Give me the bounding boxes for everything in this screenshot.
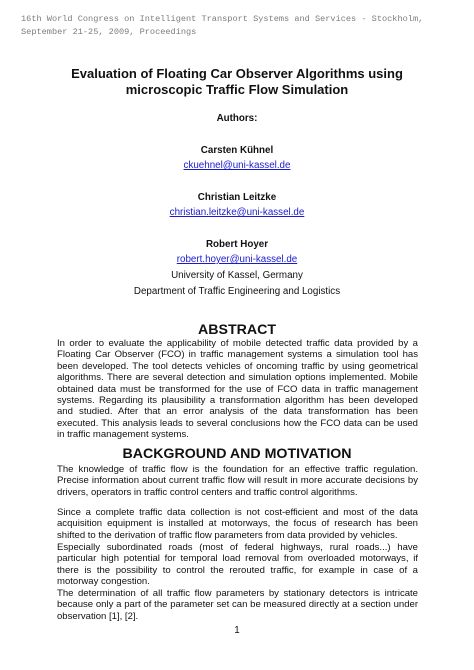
author-name-1: Carsten Kühnel [200,145,274,156]
paragraph-line: there is the possibility to control the rerouted traffic, for example in case of a [57,564,418,576]
paragraph-line: Especially subordinated roads (most of federal highways, rural roads...) have [57,542,418,553]
abstract-paragraph [57,338,418,441]
paragraph-line: observation [1], [2]. [57,610,139,622]
author-email-2[interactable]: christian.leitzke@uni-kassel.de [169,207,305,218]
affiliation-university: University of Kassel, Germany [171,270,303,281]
paragraph-line: drivers, operators in traffic control centers and traffic control algorithms. [57,486,358,498]
paragraph-line: The knowledge of traffic flow is the foundation for an effective traffic regulation. [57,464,418,475]
author-email-3[interactable]: robert.hoyer@uni-kassel.de [176,254,298,265]
abstract-line: systems. Regarding its plausibility a transformation algorithm has been developed [57,395,418,407]
background-paragraph-3 [57,542,418,588]
paragraph-line: acquisition equipment is installed at motorways, the focus of research has been [57,518,418,530]
abstract-line: and studied. After that an error analysis of the data transformation has been [57,406,418,418]
paragraph-line: The determination of all traffic flow parameters by stationary detectors is intricate [57,588,418,599]
paragraph-line: particular high potential for temporal load removal from overloaded motorways, if [57,553,418,565]
paragraph-line: motorway congestion. [57,576,150,588]
abstract-line: been developed. The tool detects vehicles of oncoming traffic by using geometrical [57,360,418,372]
abstract-line: algorithms. There are several detection and simulation options implemented. Mobile [57,372,418,384]
abstract-line: In order to evaluate the applicability of mobile detected traffic data provided by a [57,338,418,349]
page-number: 1 [234,625,240,636]
authors-heading: Authors: [216,113,258,124]
background-paragraph-2 [57,507,418,541]
header-note-line-2: September 21-25, 2009, Proceedings [21,27,197,37]
author-name-3: Robert Hoyer [205,239,269,250]
paper-title-line-2: microscopic Traffic Flow Simulation [125,81,349,97]
background-heading: BACKGROUND AND MOTIVATION [122,446,352,462]
author-name-2: Christian Leitzke [197,192,277,203]
affiliation-department: Department of Traffic Engineering and Logistics [133,286,341,297]
paragraph-line: because only a part of the parameter set can be measured directly at a section under [57,599,418,611]
paragraph-line: Since a complete traffic data collection is not cost-efficient and most of the data [57,507,418,518]
paragraph-line: Precise information about current traffic flow will result in more accurate decisions by [57,475,418,487]
abstract-line: executed. This analysis leads to several conclusions how the FCO data can be used [57,417,418,429]
header-note-line-1: 16th World Congress on Intelligent Transport Systems and Services - Stockholm, [21,14,424,24]
paper-title-line-1: Evaluation of Floating Car Observer Algorithms using [71,66,403,81]
background-paragraph-4 [57,588,418,622]
abstract-heading: ABSTRACT [197,322,277,338]
author-email-1[interactable]: ckuehnel@uni-kassel.de [183,160,291,171]
abstract-line: Floating Car Observer (FCO) in traffic management systems a simulation tool has [57,349,418,361]
conference-header-note [21,13,461,39]
background-paragraph-1 [57,464,418,498]
abstract-line: in traffic management systems. [57,429,189,441]
abstract-line: obtained data must be transformed for the use of FCO data in traffic management [57,383,418,395]
paragraph-line: shifted to the derivation of traffic flow parameters from data provided by vehicles. [57,529,398,541]
paper-title [40,66,434,97]
